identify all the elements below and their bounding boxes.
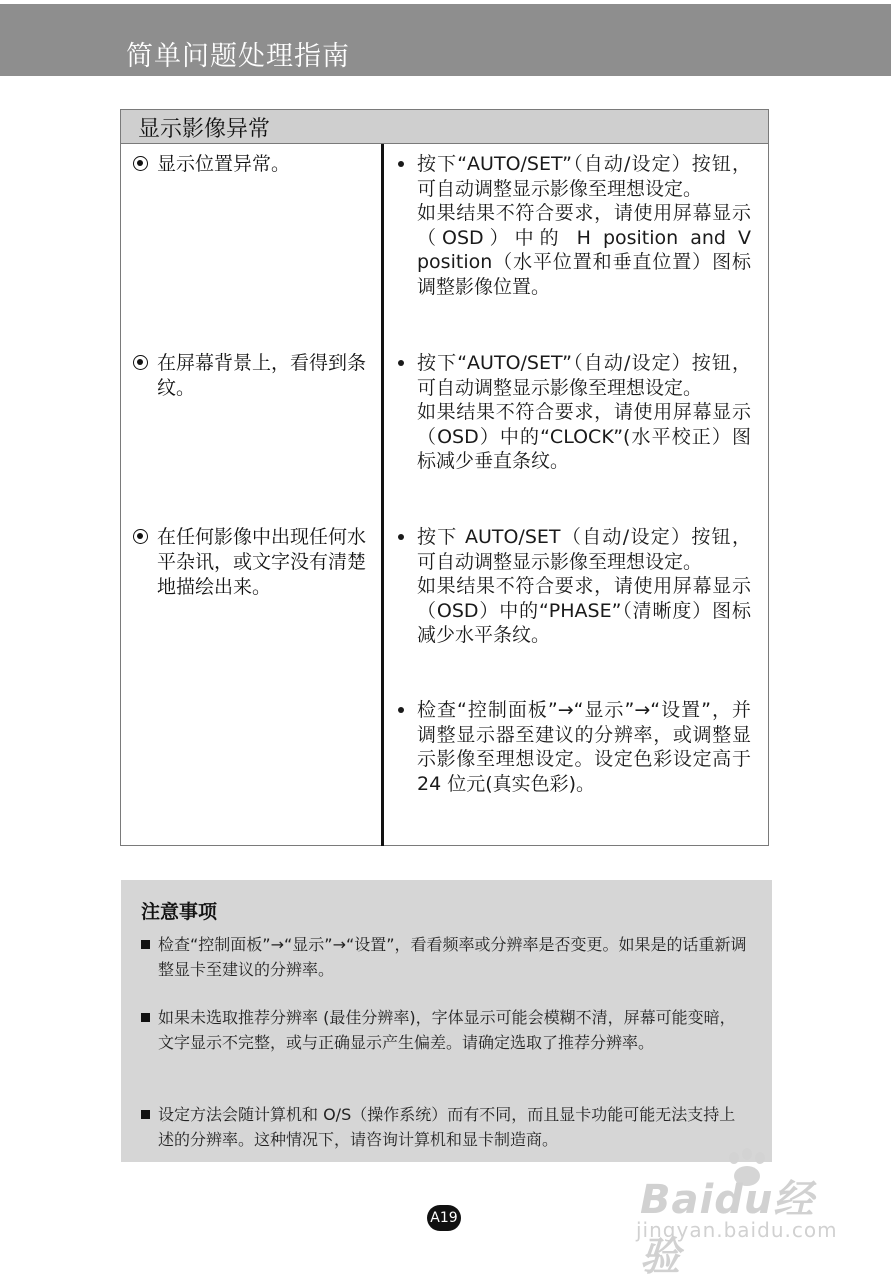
notes-title: 注意事项 — [141, 901, 218, 923]
page-title: 简单问题处理指南 — [126, 41, 350, 72]
solution-paragraph: 按下“AUTO/SET”（自动/设定）按钮，可自动调整显示影像至理想设定。 — [417, 153, 751, 200]
bullet-dot-icon — [398, 707, 404, 713]
note-item-1 — [141, 932, 751, 982]
table-title: 显示影像异常 — [138, 117, 271, 142]
target-bullet-icon — [133, 355, 148, 370]
target-bullet-icon — [133, 156, 148, 171]
solution-row-3-item-1 — [393, 525, 751, 648]
solution-row-1-item-1 — [393, 152, 751, 299]
baidu-watermark — [636, 1148, 846, 1280]
note-text: 设定方法会随计算机和 O/S（操作系统）而有不同，而且显卡功能可能无法支持上述的分辨率。这种情况下，请咨询计算机和显卡制造商。 — [158, 1105, 736, 1149]
symptom-text: 在屏幕背景上，看得到条纹。 — [157, 352, 367, 399]
symptom-text: 在任何影像中出现任何水平杂讯，或文字没有清楚地描绘出来。 — [157, 526, 367, 598]
note-item-2 — [141, 1005, 751, 1055]
solution-paragraph: 按下“AUTO/SET”（自动/设定）按钮，可自动调整显示影像至理想设定。 — [417, 352, 751, 399]
bullet-dot-icon — [398, 161, 404, 167]
notes-panel — [121, 880, 772, 1162]
bullet-dot-icon — [398, 534, 404, 540]
solution-row-3-item-2 — [393, 698, 751, 796]
solution-paragraph: 按下 AUTO/SET（自动/设定）按钮，可自动调整显示影像至理想设定。 — [417, 526, 751, 573]
watermark-url: jingyan.baidu.com — [636, 1218, 838, 1242]
bullet-dot-icon — [398, 360, 404, 366]
column-divider — [381, 144, 384, 846]
note-text: 如果未选取推荐分辨率 (最佳分辨率)，字体显示可能会模糊不清，屏幕可能变暗，文字显示不完整，或与正确显示产生偏差。请确定选取了推荐分辨率。 — [158, 1008, 736, 1052]
symptom-row-2 — [129, 351, 369, 401]
troubleshooting-table — [120, 109, 769, 846]
solution-paragraph: 如果结果不符合要求，请使用屏幕显示（OSD）中的“CLOCK”(水平校正）图标减少垂直条纹。 — [417, 401, 751, 472]
target-bullet-icon — [133, 529, 148, 544]
note-item-3 — [141, 1102, 751, 1152]
page-number: A19 — [427, 1205, 461, 1231]
square-bullet-icon — [141, 940, 150, 949]
square-bullet-icon — [141, 1013, 150, 1022]
symptom-row-1 — [129, 152, 369, 177]
table-header — [121, 110, 768, 144]
solution-paragraph: 检查“控制面板”→“显示”→“设置”，并调整显示器至建议的分辨率，或调整显示影像至理想设定。设定色彩设定高于 24 位元(真实色彩)。 — [417, 699, 751, 795]
solution-row-2-item-1 — [393, 351, 751, 474]
note-text: 检查“控制面板”→“显示”→“设置”，看看频率或分辨率是否变更。如果是的话重新调整显卡至建议的分辨率。 — [158, 935, 747, 979]
symptom-row-3 — [129, 525, 369, 600]
symptom-text: 显示位置异常。 — [157, 153, 291, 175]
square-bullet-icon — [141, 1110, 150, 1119]
solution-paragraph: 如果结果不符合要求，请使用屏幕显示（OSD）中的“PHASE”（清晰度）图标减少水平条纹。 — [417, 575, 751, 646]
watermark-brand: Baidu经验 — [640, 1177, 815, 1280]
solution-paragraph: 如果结果不符合要求，请使用屏幕显示（OSD）中的 H position and V position（水平位置和垂直位置）图标调整影像位置。 — [417, 202, 751, 298]
